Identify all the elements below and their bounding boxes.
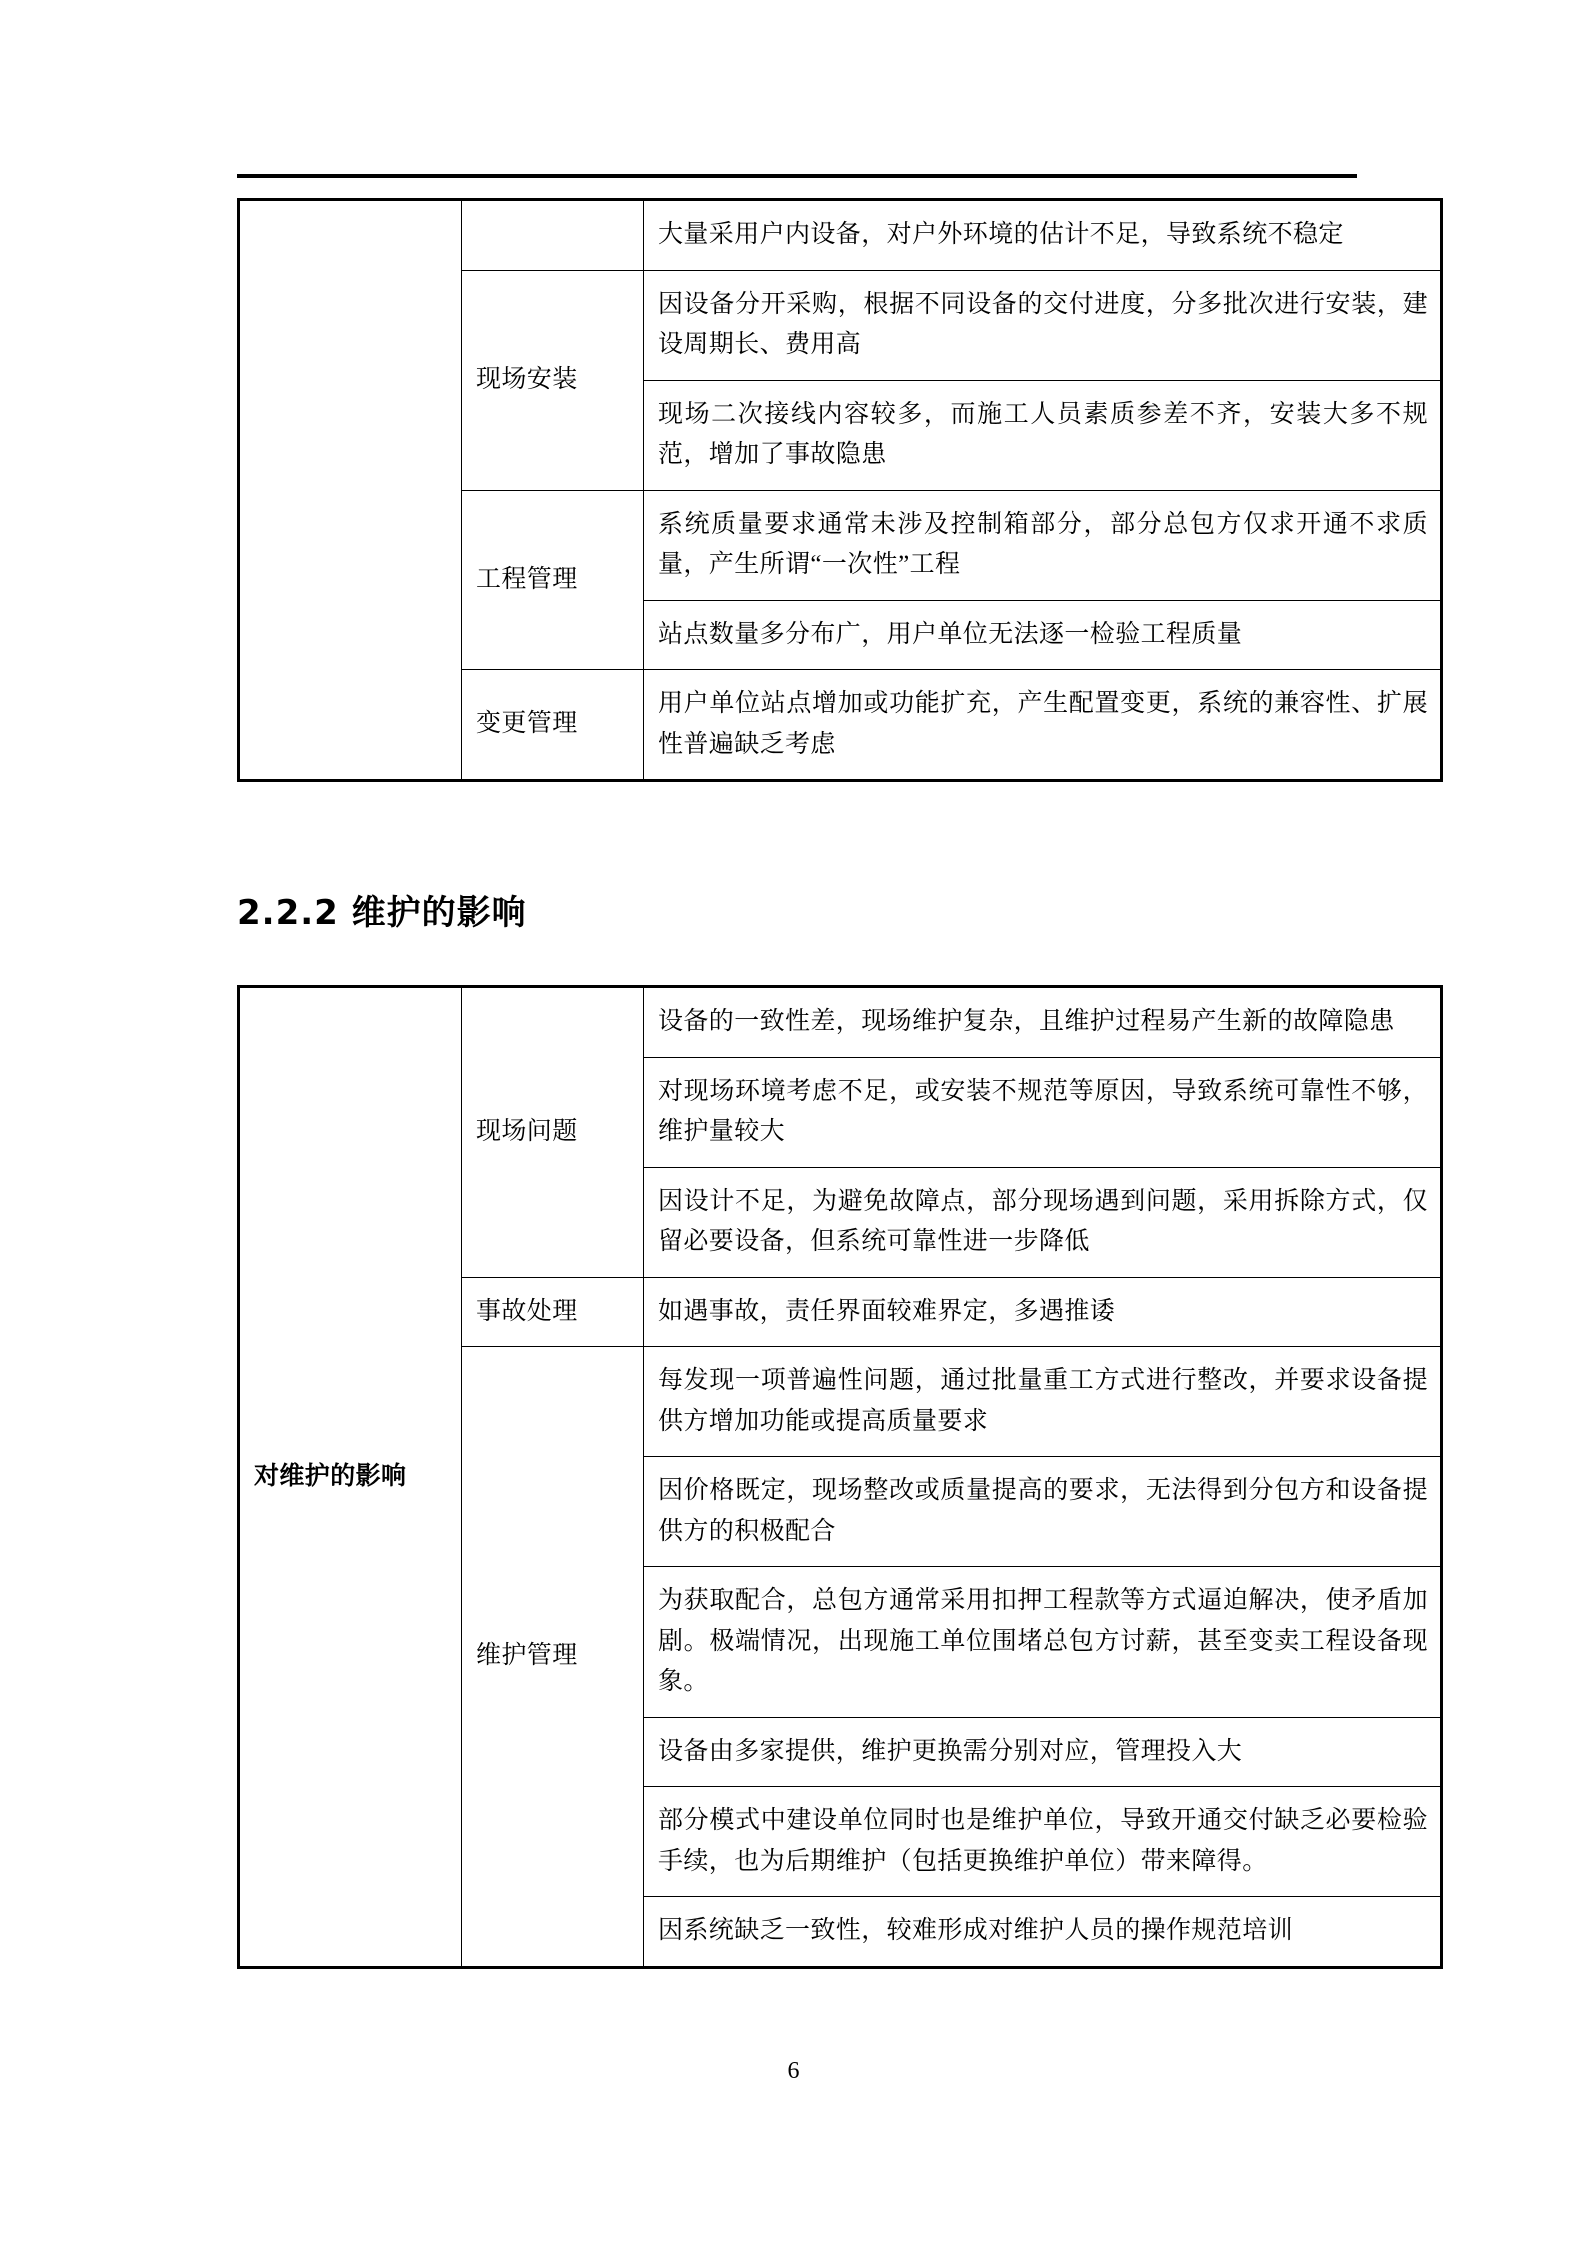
table2-category-cell: 对维护的影响 [239, 987, 462, 1968]
table2-subcategory-field-issues: 现场问题 [462, 987, 644, 1278]
table2-body-cell: 对现场环境考虑不足，或安装不规范等原因，导致系统可靠性不够，维护量较大 [644, 1057, 1442, 1167]
table2-body-cell: 设备由多家提供，维护更换需分别对应，管理投入大 [644, 1717, 1442, 1787]
page-title: 2.2.2 维护的影响 [237, 893, 527, 933]
section-heading-container [237, 885, 1357, 934]
table2-body-cell: 每发现一项普遍性问题，通过批量重工方式进行整改，并要求设备提供方增加功能或提高质量要求 [644, 1347, 1442, 1457]
header-rule [237, 174, 1357, 178]
table1-subcategory-change-management: 变更管理 [462, 670, 644, 781]
table2-body-cell: 因系统缺乏一致性，较难形成对维护人员的操作规范培训 [644, 1897, 1442, 1968]
table1-body-cell: 用户单位站点增加或功能扩充，产生配置变更，系统的兼容性、扩展性普遍缺乏考虑 [644, 670, 1442, 781]
table1-body-cell: 大量采用户内设备，对户外环境的估计不足，导致系统不稳定 [644, 200, 1442, 271]
table2-body-cell: 部分模式中建设单位同时也是维护单位，导致开通交付缺乏必要检验手续，也为后期维护（包括更换维护单位）带来障得。 [644, 1787, 1442, 1897]
table1-body-cell: 因设备分开采购，根据不同设备的交付进度，分多批次进行安装，建设周期长、费用高 [644, 270, 1442, 380]
table1-subcategory-cell [462, 200, 644, 271]
table2-body-cell: 因价格既定，现场整改或质量提高的要求，无法得到分包方和设备提供方的积极配合 [644, 1457, 1442, 1567]
table1-body-cell: 系统质量要求通常未涉及控制箱部分，部分总包方仅求开通不求质量，产生所谓“一次性”工程 [644, 490, 1442, 600]
table2-body-cell: 设备的一致性差，现场维护复杂，且维护过程易产生新的故障隐患 [644, 987, 1442, 1058]
table-row [239, 987, 1442, 1058]
table2-body-cell: 如遇事故，责任界面较难界定，多遇推诿 [644, 1277, 1442, 1347]
table1-subcategory-project-management: 工程管理 [462, 490, 644, 670]
table1-body-cell: 站点数量多分布广，用户单位无法逐一检验工程质量 [644, 600, 1442, 670]
table1-body-cell: 现场二次接线内容较多，而施工人员素质参差不齐，安装大多不规范，增加了事故隐患 [644, 380, 1442, 490]
table1-container [237, 198, 1428, 782]
table2-body-cell: 为获取配合，总包方通常采用扣押工程款等方式逼迫解决，使矛盾加剧。极端情况，出现施工单位围堵总包方讨薪，甚至变卖工程设备现象。 [644, 1567, 1442, 1718]
table1-category-cell [239, 200, 462, 781]
table2-subcategory-maintenance-management: 维护管理 [462, 1347, 644, 1968]
table2-body-cell: 因设计不足，为避免故障点，部分现场遇到问题，采用拆除方式，仅留必要设备，但系统可靠性进一步降低 [644, 1167, 1442, 1277]
table2-subcategory-accident-handling: 事故处理 [462, 1277, 644, 1347]
table2-container [237, 985, 1428, 1969]
construction-impact-table [237, 198, 1443, 782]
table-row [239, 200, 1442, 271]
page-number: 6 [787, 2058, 800, 2084]
maintenance-impact-table [237, 985, 1443, 1969]
table1-subcategory-onsite-install: 现场安装 [462, 270, 644, 490]
